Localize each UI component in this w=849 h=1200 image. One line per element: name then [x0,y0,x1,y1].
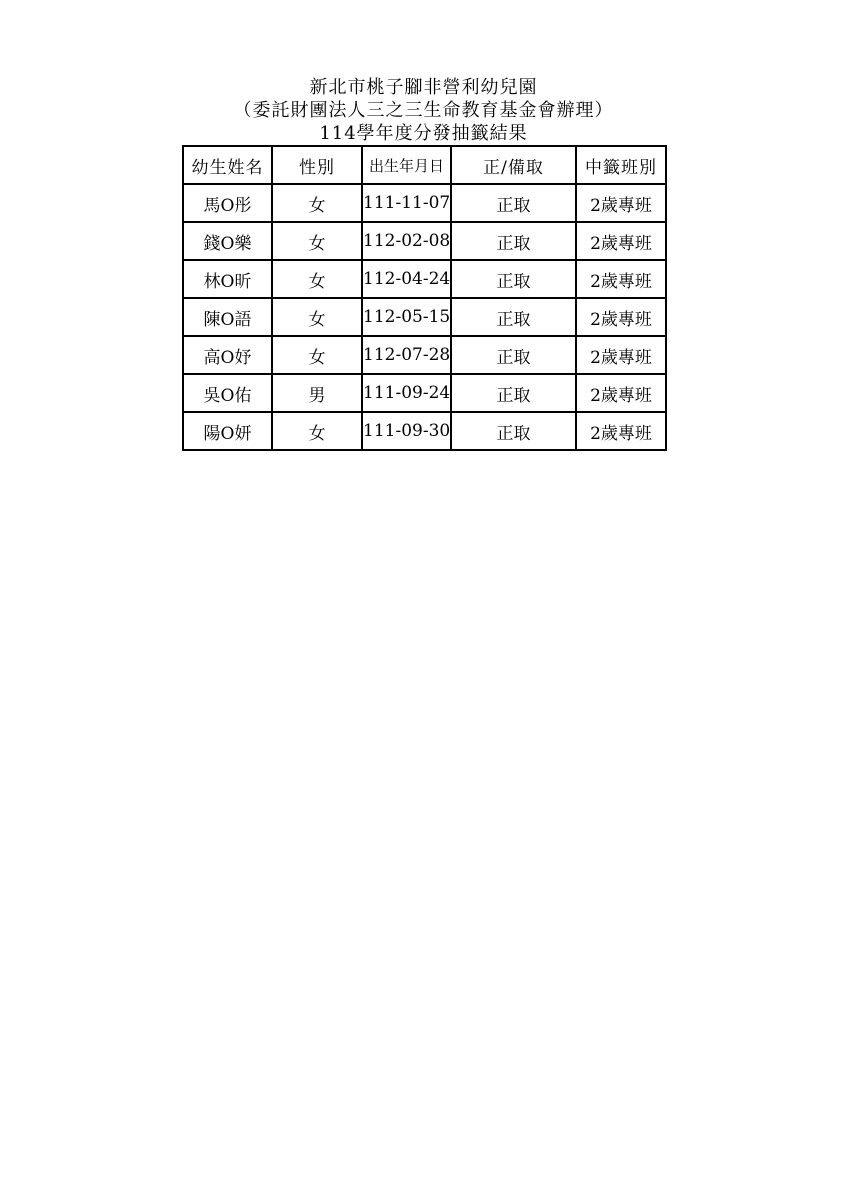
cell-child-name: 馬O彤 [183,184,272,222]
cell-admission-status: 正取 [451,374,576,412]
cell-birth-date: 111-09-24 [362,374,451,412]
header-admission-status: 正/備取 [451,146,576,184]
header-assigned-class: 中籤班別 [576,146,666,184]
header-birth-date: 出生年月日 [362,146,451,184]
lottery-result-title: 114學年度分發抽籤結果 [319,123,528,144]
table-row [183,260,666,298]
cell-child-name: 錢O樂 [183,222,272,260]
table-row [183,412,666,450]
header-gender: 性別 [272,146,362,184]
cell-child-name: 林O昕 [183,260,272,298]
cell-gender: 女 [272,298,362,336]
kindergarten-name: 新北市桃子腳非營利幼兒園 [309,77,538,98]
cell-admission-status: 正取 [451,412,576,450]
commissioned-organization: （委託財團法人三之三生命教育基金會辦理） [233,100,614,121]
cell-birth-date: 112-07-28 [362,336,451,374]
cell-gender: 女 [272,260,362,298]
cell-assigned-class: 2歲專班 [576,260,666,298]
cell-birth-date: 112-04-24 [362,260,451,298]
cell-assigned-class: 2歲專班 [576,374,666,412]
cell-assigned-class: 2歲專班 [576,412,666,450]
cell-child-name: 高O妤 [183,336,272,374]
cell-admission-status: 正取 [451,298,576,336]
cell-assigned-class: 2歲專班 [576,336,666,374]
cell-admission-status: 正取 [451,222,576,260]
table-row [183,336,666,374]
table-header-row [183,146,666,184]
cell-gender: 男 [272,374,362,412]
cell-admission-status: 正取 [451,184,576,222]
cell-admission-status: 正取 [451,336,576,374]
document-page [182,76,665,451]
table-row [183,298,666,336]
lottery-result-table [182,145,667,451]
cell-birth-date: 111-09-30 [362,412,451,450]
cell-gender: 女 [272,412,362,450]
cell-assigned-class: 2歲專班 [576,298,666,336]
table-row [183,184,666,222]
cell-assigned-class: 2歲專班 [576,222,666,260]
table-row [183,374,666,412]
header-child-name: 幼生姓名 [183,146,272,184]
cell-birth-date: 112-05-15 [362,298,451,336]
cell-assigned-class: 2歲專班 [576,184,666,222]
cell-birth-date: 112-02-08 [362,222,451,260]
cell-child-name: 吳O佑 [183,374,272,412]
cell-child-name: 陽O妍 [183,412,272,450]
cell-child-name: 陳O語 [183,298,272,336]
cell-birth-date: 111-11-07 [362,184,451,222]
cell-gender: 女 [272,336,362,374]
table-row [183,222,666,260]
cell-gender: 女 [272,184,362,222]
cell-gender: 女 [272,222,362,260]
cell-admission-status: 正取 [451,260,576,298]
